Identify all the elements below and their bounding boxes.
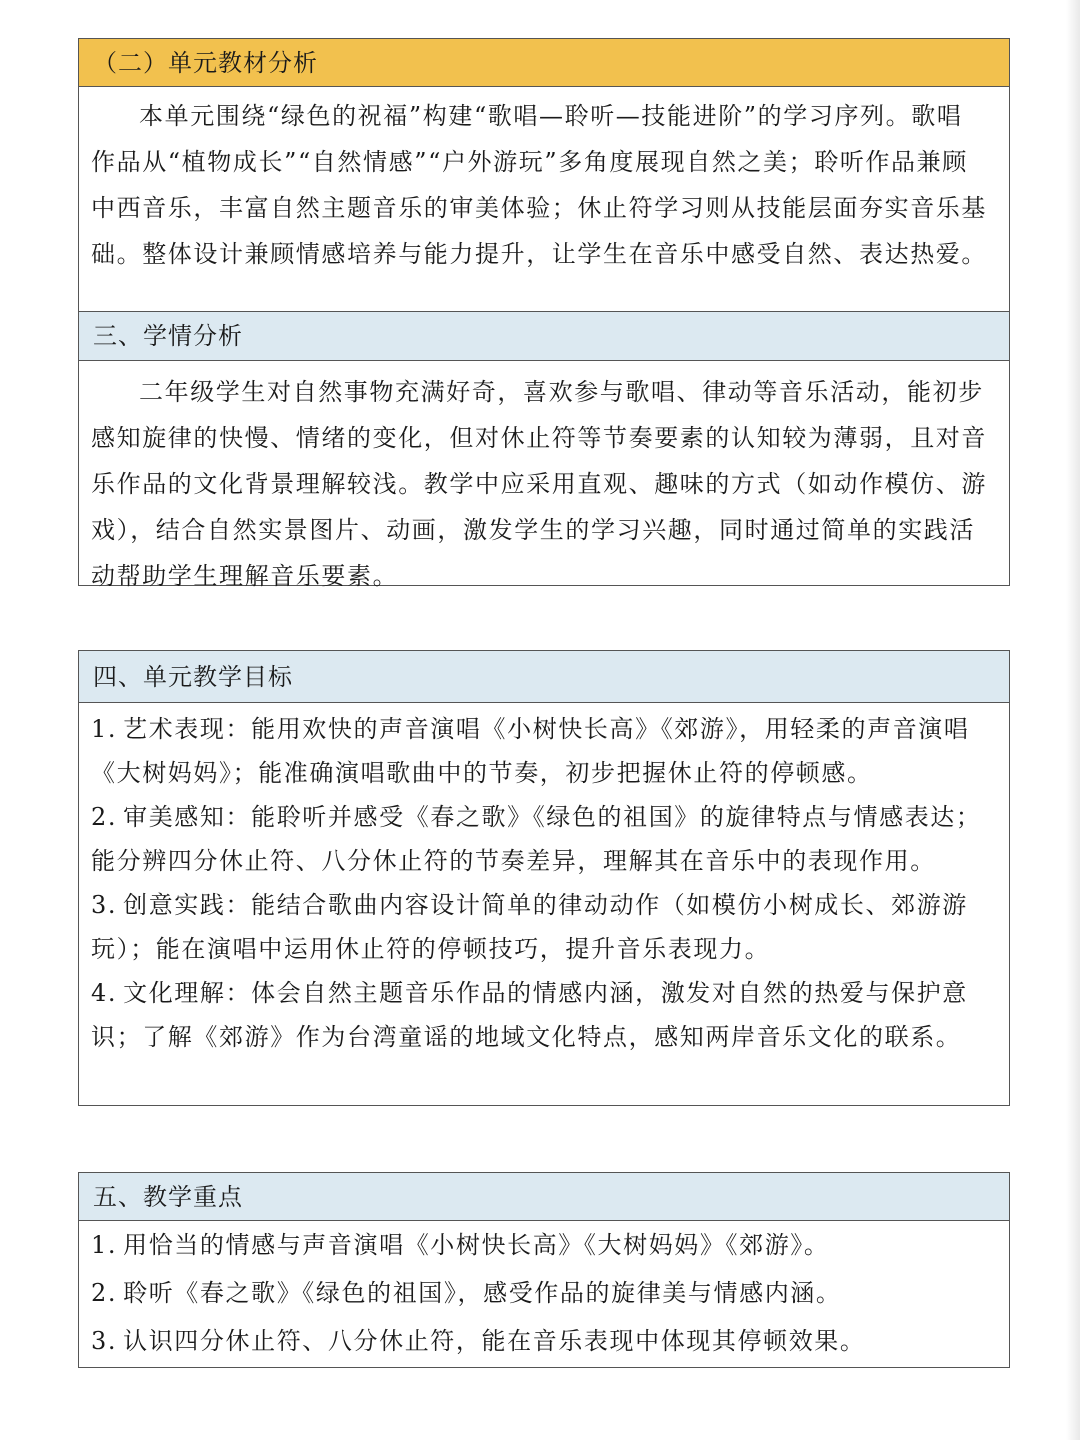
goal-item-text: 艺术表现：能用欢快的声音演唱《小树快长高》《郊游》，用轻柔的声音演唱《大树妈妈》；能准确演唱歌曲中的节奏，初步把握休止符的停顿感。 [91, 715, 970, 787]
keypoint-item-number: 2. [91, 1279, 118, 1307]
keypoint-item [91, 1269, 987, 1317]
student-analysis-heading [79, 311, 1009, 361]
student-analysis-paragraph: 二年级学生对自然事物充满好奇，喜欢参与歌唱、律动等音乐活动，能初步感知旋律的快慢、情绪的变化，但对休止符等节奏要素的认知较为薄弱，且对音乐作品的文化背景理解较浅。教学中应采用直观、趣味的方式（如动作模仿、游戏），结合自然实景图片、动画，激发学生的学习兴趣，同时通过简单的实践活动帮助学生理解音乐要素。 [91, 378, 987, 590]
teaching-keypoints-table [78, 1172, 1010, 1368]
material-analysis-heading [79, 39, 1009, 87]
material-analysis-paragraph: 本单元围绕“绿色的祝福”构建“歌唱—聆听—技能进阶”的学习序列。歌唱作品从“植物成长”“自然情感”“户外游玩”多角度展现自然之美；聆听作品兼顾中西音乐，丰富自然主题音乐的审美体验；休止符学习则从技能层面夯实音乐基础。整体设计兼顾情感培养与能力提升，让学生在音乐中感受自然、表达热爱。 [91, 102, 987, 268]
goal-item-text: 文化理解：体会自然主题音乐作品的情感内涵，激发对自然的热爱与保护意识；了解《郊游》作为台湾童谣的地域文化特点，感知两岸音乐文化的联系。 [91, 979, 968, 1051]
goal-item-number: 4. [91, 979, 118, 1007]
material-and-student-analysis-table [78, 38, 1010, 590]
goal-item-text: 审美感知：能聆听并感受《春之歌》《绿色的祖国》的旋律特点与情感表达；能分辨四分休止符、八分休止符的节奏差异，理解其在音乐中的表现作用。 [91, 803, 982, 875]
material-analysis-body [79, 87, 1009, 311]
keypoint-item-number: 3. [91, 1327, 118, 1355]
goal-item [91, 883, 987, 971]
keypoint-item [91, 1221, 987, 1269]
page-edge-shadow [1066, 0, 1080, 1440]
teaching-goals-heading [79, 651, 1009, 703]
keypoint-item-text: 认识四分休止符、八分休止符，能在音乐表现中体现其停顿效果。 [123, 1327, 866, 1355]
student-analysis-title: 三、学情分析 [93, 322, 243, 350]
keypoint-item-text: 用恰当的情感与声音演唱《小树快长高》《大树妈妈》《郊游》。 [123, 1231, 830, 1259]
goal-item [91, 707, 987, 795]
goal-item-number: 3. [91, 891, 118, 919]
teaching-goals-body [79, 703, 1009, 1059]
goal-item-text: 创意实践：能结合歌曲内容设计简单的律动动作（如模仿小树成长、郊游游玩）；能在演唱中运用休止符的停顿技巧，提升音乐表现力。 [91, 891, 968, 963]
teaching-keypoints-heading [79, 1173, 1009, 1221]
goal-item-number: 1. [91, 715, 118, 743]
student-analysis-body [79, 361, 1009, 599]
goal-item-number: 2. [91, 803, 118, 831]
teaching-goals-title: 四、单元教学目标 [93, 662, 293, 691]
teaching-keypoints-body [79, 1221, 1009, 1365]
keypoint-item-text: 聆听《春之歌》《绿色的祖国》，感受作品的旋律美与情感内涵。 [123, 1279, 842, 1307]
goal-item [91, 971, 987, 1059]
goal-item [91, 795, 987, 883]
teaching-goals-table [78, 650, 1010, 1106]
teaching-keypoints-title: 五、教学重点 [93, 1182, 243, 1211]
keypoint-item [91, 1317, 987, 1365]
material-analysis-title: （二）单元教材分析 [93, 48, 318, 77]
keypoint-item-number: 1. [91, 1231, 118, 1259]
